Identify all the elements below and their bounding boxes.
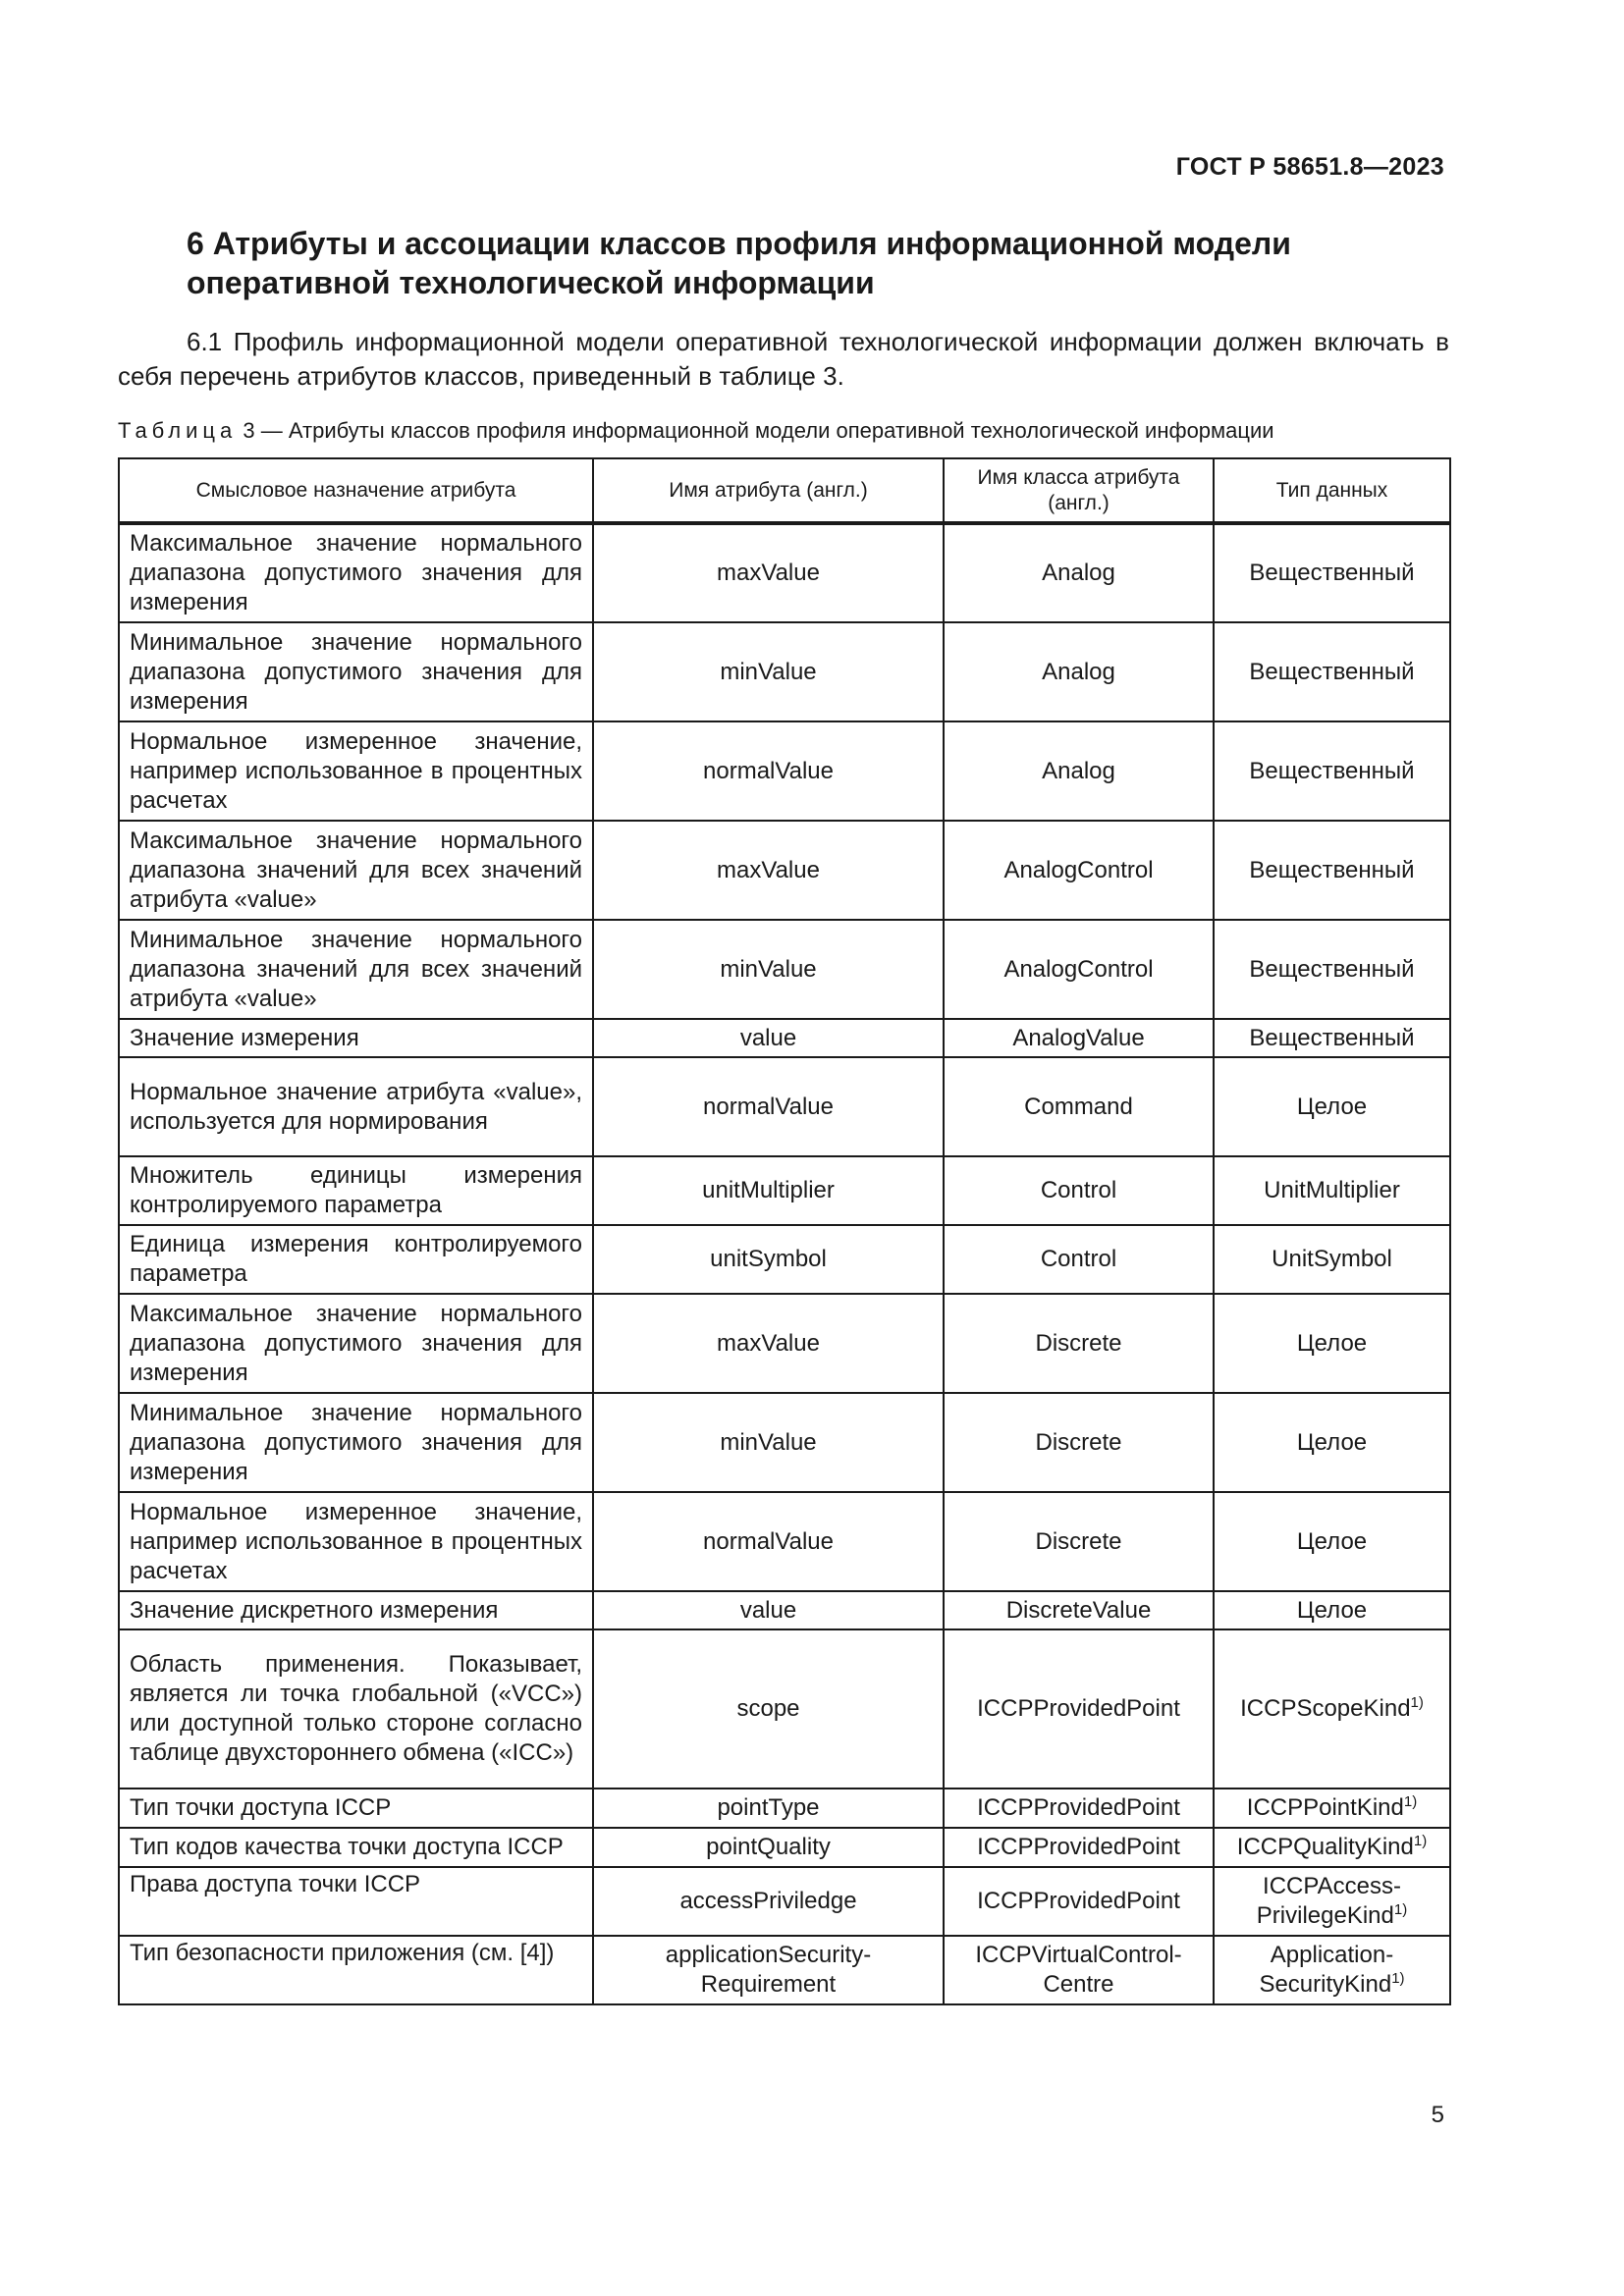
- cell-meaning: [119, 622, 593, 721]
- cell-attr-name-text: minValue: [720, 955, 817, 983]
- cell-data-type-text: Целое: [1296, 1329, 1368, 1357]
- cell-class-name: [944, 523, 1214, 622]
- table-row: [119, 1019, 1450, 1057]
- cell-meaning: [119, 1936, 593, 2004]
- cell-data-type: [1214, 920, 1450, 1019]
- cell-meaning-text: Максимальное значение нормального диапазона допустимого значения для измерения: [130, 1300, 582, 1386]
- cell-class-name: [944, 1828, 1214, 1867]
- column-header-meaning: Смысловое назначение атрибута: [119, 458, 593, 523]
- table-row: [119, 821, 1450, 920]
- cell-attr-name-text: accessPriviledge: [679, 1888, 857, 1914]
- cell-meaning-text: Минимальное значение нормального диапазона значений для всех значений атрибута «value»: [130, 926, 582, 1012]
- cell-meaning-text: Минимальное значение нормального диапазона допустимого значения для измерения: [130, 1399, 582, 1485]
- cell-attr-name: [593, 1492, 944, 1591]
- cell-attr-name-text: value: [739, 1596, 797, 1624]
- cell-attr-name-text: normalValue: [703, 757, 834, 784]
- cell-attr-name: [593, 1294, 944, 1393]
- table-row: [119, 1867, 1450, 1936]
- page-number: 5: [1431, 2102, 1444, 2128]
- cell-class-name-text: AnalogControl: [1003, 955, 1154, 983]
- cell-class-name: [944, 1156, 1214, 1225]
- cell-meaning: [119, 1492, 593, 1591]
- cell-class-name-text: DiscreteValue: [1005, 1596, 1152, 1624]
- cell-meaning-text: Нормальное значение атрибута «value», используется для нормирования: [130, 1078, 582, 1135]
- cell-meaning-text: Нормальное измеренное значение, например использованное в процентных расчетах: [130, 727, 582, 814]
- cell-class-name-text: Discrete: [1035, 1428, 1122, 1456]
- table-caption: [118, 417, 1449, 445]
- cell-class-name-text: Control: [1040, 1246, 1117, 1272]
- cell-class-name-text: Analog: [1042, 757, 1115, 784]
- cell-class-name-text: Analog: [1042, 560, 1115, 586]
- table-row: [119, 1492, 1450, 1591]
- cell-attr-name: [593, 1156, 944, 1225]
- cell-class-name: [944, 622, 1214, 721]
- cell-meaning: [119, 1019, 593, 1057]
- table-row: [119, 1629, 1450, 1789]
- cell-attr-name: [593, 1936, 944, 2004]
- cell-data-type-text: Вещественный: [1249, 955, 1415, 983]
- footnote-marker: 1): [1413, 1833, 1428, 1849]
- cell-class-name: [944, 1867, 1214, 1936]
- cell-meaning-text: Множитель единицы измерения контролируемого параметра: [130, 1162, 582, 1218]
- table-header-row: [119, 458, 1450, 523]
- cell-attr-name-text: applicationSecurity-Requirement: [665, 1942, 872, 1998]
- cell-attr-name-text: pointType: [717, 1794, 820, 1821]
- cell-meaning: [119, 1591, 593, 1629]
- cell-class-name-text: ICCPProvidedPoint: [977, 1695, 1180, 1722]
- cell-data-type: [1214, 1057, 1450, 1156]
- cell-class-name: [944, 1294, 1214, 1393]
- cell-class-name-text: Analog: [1042, 658, 1115, 685]
- cell-meaning-text: Тип точки доступа ICCP: [130, 1794, 392, 1821]
- cell-data-type: [1214, 1156, 1450, 1225]
- cell-data-type: [1214, 1828, 1450, 1867]
- cell-class-name: [944, 1057, 1214, 1156]
- cell-attr-name-text: pointQuality: [706, 1834, 831, 1860]
- cell-class-name-text: ICCPProvidedPoint: [977, 1794, 1180, 1821]
- cell-meaning-text: Значение дискретного измерения: [130, 1596, 499, 1624]
- section-paragraph: 6.1 Профиль информационной модели оперативной технологической информации должен включать в себя перечень атрибутов классов, приведенный в таблице 3.: [118, 327, 1449, 391]
- cell-meaning-text: Нормальное измеренное значение, например использованное в процентных расчетах: [130, 1498, 582, 1584]
- cell-data-type: [1214, 1867, 1450, 1936]
- table-row: [119, 1393, 1450, 1492]
- cell-attr-name: [593, 1629, 944, 1789]
- cell-data-type: [1214, 523, 1450, 622]
- cell-class-name-text: ICCPProvidedPoint: [977, 1834, 1180, 1860]
- cell-data-type: [1214, 1225, 1450, 1294]
- table-row: [119, 1828, 1450, 1867]
- cell-data-type: [1214, 721, 1450, 821]
- cell-class-name-text: AnalogControl: [1003, 856, 1154, 883]
- cell-data-type-text: UnitSymbol: [1272, 1246, 1392, 1272]
- cell-class-name: [944, 1591, 1214, 1629]
- cell-class-name-text: Discrete: [1035, 1329, 1122, 1357]
- cell-data-type-text: Вещественный: [1249, 1024, 1415, 1051]
- cell-data-type: [1214, 1591, 1450, 1629]
- table-row: [119, 622, 1450, 721]
- table-body: [119, 523, 1450, 2004]
- cell-data-type-text: Вещественный: [1249, 757, 1415, 784]
- cell-attr-name: [593, 1867, 944, 1936]
- cell-meaning: [119, 1225, 593, 1294]
- cell-class-name: [944, 1789, 1214, 1828]
- document-code: ГОСТ Р 58651.8—2023: [1175, 153, 1444, 181]
- cell-meaning: [119, 1629, 593, 1789]
- cell-attr-name: [593, 1393, 944, 1492]
- cell-attr-name-text: unitSymbol: [710, 1246, 827, 1272]
- table-row: [119, 721, 1450, 821]
- table-caption-prefix: Таблица: [118, 418, 238, 443]
- cell-meaning-text: Максимальное значение нормального диапазона значений для всех значений атрибута «value»: [130, 827, 582, 913]
- column-header-data-type: Тип данных: [1214, 458, 1450, 523]
- cell-attr-name: [593, 1019, 944, 1057]
- cell-attr-name-text: minValue: [720, 658, 817, 685]
- cell-data-type-text: Вещественный: [1249, 856, 1415, 883]
- cell-class-name: [944, 1936, 1214, 2004]
- cell-data-type: [1214, 821, 1450, 920]
- cell-data-type: [1214, 1629, 1450, 1789]
- cell-attr-name: [593, 622, 944, 721]
- table-row: [119, 1225, 1450, 1294]
- cell-meaning-text: Тип безопасности приложения (см. [4]): [130, 1940, 555, 1966]
- table-row: [119, 1591, 1450, 1629]
- cell-attr-name-text: maxValue: [717, 856, 820, 883]
- cell-data-type-text: Целое: [1296, 1093, 1368, 1120]
- cell-attr-name: [593, 1057, 944, 1156]
- cell-meaning-text: Область применения. Показывает, является ли точка глобальной («VCC») или доступной только стороне согласно таблице двухстороннего обмена («ICC»): [130, 1651, 582, 1766]
- cell-attr-name: [593, 920, 944, 1019]
- cell-data-type-text: UnitMultiplier: [1264, 1177, 1400, 1203]
- column-header-attr-name: Имя атрибута (англ.): [593, 458, 944, 523]
- cell-data-type-text: ICCPScopeKind: [1240, 1695, 1411, 1722]
- table-row: [119, 920, 1450, 1019]
- cell-meaning: [119, 1393, 593, 1492]
- footnote-marker: 1): [1403, 1793, 1418, 1810]
- cell-data-type: [1214, 1936, 1450, 2004]
- table-row: [119, 1156, 1450, 1225]
- cell-attr-name-text: normalValue: [703, 1093, 834, 1120]
- cell-attr-name: [593, 1591, 944, 1629]
- cell-data-type: [1214, 1492, 1450, 1591]
- cell-class-name: [944, 1629, 1214, 1789]
- cell-class-name: [944, 1225, 1214, 1294]
- cell-data-type-text: ICCPQualityKind: [1236, 1834, 1414, 1860]
- cell-meaning: [119, 920, 593, 1019]
- cell-meaning: [119, 821, 593, 920]
- cell-class-name: [944, 1019, 1214, 1057]
- cell-meaning: [119, 721, 593, 821]
- cell-attr-name-text: scope: [736, 1695, 800, 1722]
- cell-data-type: [1214, 1294, 1450, 1393]
- cell-meaning: [119, 523, 593, 622]
- cell-class-name-text: ICCPProvidedPoint: [977, 1888, 1180, 1914]
- footnote-marker: 1): [1391, 1970, 1405, 1987]
- cell-meaning-text: Значение измерения: [130, 1024, 359, 1051]
- cell-attr-name: [593, 1789, 944, 1828]
- cell-attr-name-text: maxValue: [717, 560, 820, 586]
- cell-meaning: [119, 1828, 593, 1867]
- cell-meaning: [119, 1789, 593, 1828]
- cell-attr-name-text: normalValue: [703, 1527, 834, 1555]
- cell-meaning: [119, 1867, 593, 1936]
- table-caption-text: 3 — Атрибуты классов профиля информационной модели оперативной технологической информации: [237, 418, 1274, 443]
- cell-attr-name-text: unitMultiplier: [702, 1177, 835, 1203]
- cell-class-name: [944, 1393, 1214, 1492]
- footnote-marker: 1): [1393, 1901, 1408, 1918]
- cell-attr-name-text: maxValue: [717, 1329, 820, 1357]
- cell-data-type-text: Целое: [1296, 1596, 1368, 1624]
- cell-class-name-text: Command: [1024, 1093, 1133, 1120]
- cell-meaning-text: Минимальное значение нормального диапазона допустимого значения для измерения: [130, 628, 582, 715]
- cell-class-name-text: AnalogValue: [1012, 1024, 1145, 1051]
- cell-class-name: [944, 920, 1214, 1019]
- cell-data-type-text: ICCPAccess-PrivilegeKind: [1256, 1873, 1401, 1929]
- cell-attr-name: [593, 721, 944, 821]
- cell-class-name: [944, 1492, 1214, 1591]
- cell-meaning: [119, 1057, 593, 1156]
- cell-data-type-text: Целое: [1296, 1527, 1368, 1555]
- cell-attr-name-text: value: [739, 1024, 797, 1051]
- cell-attr-name-text: minValue: [720, 1428, 817, 1456]
- cell-data-type-text: ICCPPointKind: [1246, 1794, 1404, 1821]
- cell-attr-name: [593, 821, 944, 920]
- cell-meaning-text: Максимальное значение нормального диапазона допустимого значения для измерения: [130, 530, 582, 615]
- cell-meaning: [119, 1156, 593, 1225]
- cell-class-name-text: Control: [1040, 1177, 1117, 1203]
- cell-class-name-text: Discrete: [1035, 1527, 1122, 1555]
- footnote-marker: 1): [1410, 1694, 1424, 1711]
- table-row: [119, 1789, 1450, 1828]
- cell-attr-name: [593, 523, 944, 622]
- cell-data-type: [1214, 1789, 1450, 1828]
- cell-data-type-text: Application-SecurityKind: [1259, 1942, 1394, 1998]
- table-row: [119, 1057, 1450, 1156]
- cell-meaning: [119, 1294, 593, 1393]
- cell-class-name-text: ICCPVirtualControl-Centre: [975, 1942, 1182, 1998]
- column-header-class-name: Имя класса атрибута (англ.): [944, 458, 1214, 523]
- table-row: [119, 1936, 1450, 2004]
- cell-attr-name: [593, 1828, 944, 1867]
- cell-data-type: [1214, 1019, 1450, 1057]
- cell-data-type: [1214, 1393, 1450, 1492]
- cell-data-type-text: Вещественный: [1249, 658, 1415, 685]
- cell-meaning-text: Права доступа точки ICCP: [130, 1871, 421, 1897]
- section-title: 6 Атрибуты и ассоциации классов профиля информационной модели оперативной технологической информации: [187, 226, 1291, 300]
- cell-data-type-text: Целое: [1296, 1428, 1368, 1456]
- cell-data-type-text: Вещественный: [1249, 560, 1415, 586]
- table-row: [119, 523, 1450, 622]
- attributes-table: [118, 457, 1451, 2005]
- cell-class-name: [944, 821, 1214, 920]
- cell-meaning-text: Тип кодов качества точки доступа ICCP: [130, 1834, 564, 1860]
- cell-class-name: [944, 721, 1214, 821]
- cell-meaning-text: Единица измерения контролируемого параметра: [130, 1231, 582, 1287]
- cell-attr-name: [593, 1225, 944, 1294]
- table-row: [119, 1294, 1450, 1393]
- cell-data-type: [1214, 622, 1450, 721]
